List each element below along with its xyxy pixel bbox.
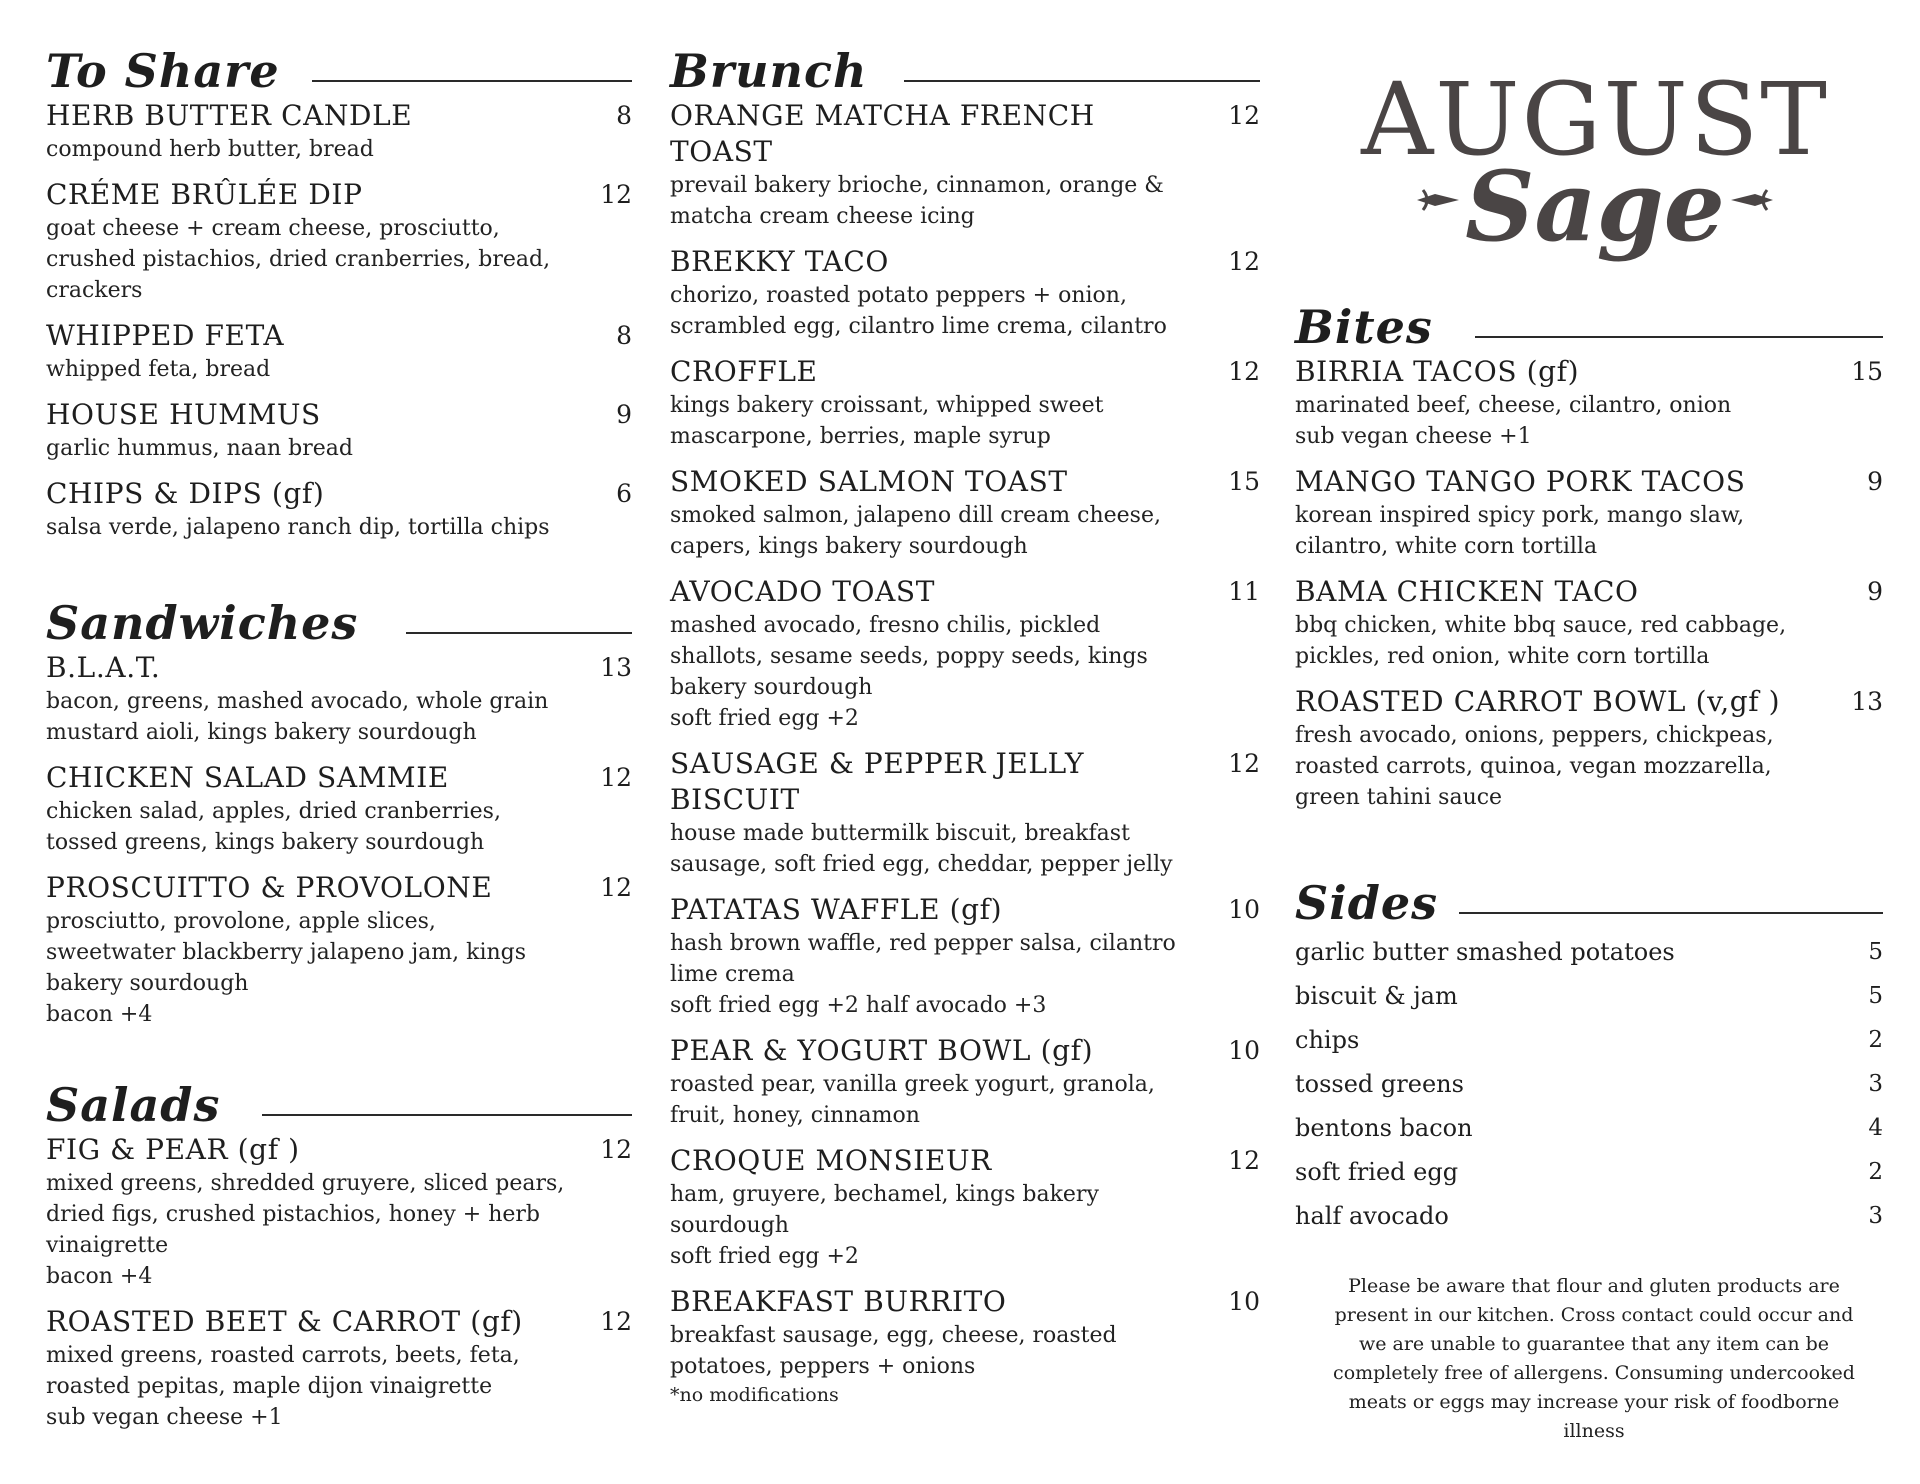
menu-item — [670, 464, 1260, 562]
side-name: chips — [1295, 1026, 1360, 1054]
menu-item — [46, 397, 632, 464]
menu-item — [1295, 464, 1883, 562]
item-description: bakery sourdough — [670, 675, 873, 700]
item-description: pickles, red onion, white corn tortilla — [1295, 644, 1710, 669]
item-price: 12 — [1228, 1146, 1260, 1175]
item-description: fruit, honey, cinnamon — [670, 1103, 920, 1128]
item-description: lime crema — [670, 962, 795, 987]
logo-wordmark-top: AUGUST — [1361, 61, 1829, 178]
item-name: MANGO TANGO PORK TACOS — [1295, 465, 1746, 498]
item-name: B.L.A.T. — [46, 651, 161, 684]
item-description: prosciutto, provolone, apple slices, — [46, 909, 436, 934]
section-header — [46, 1078, 632, 1132]
section-divider — [904, 80, 1260, 82]
item-description: crackers — [46, 278, 143, 303]
item-price: 9 — [1867, 467, 1883, 496]
section-salads — [46, 1078, 632, 1433]
item-addon: soft fried egg +2 — [670, 706, 859, 731]
menu-item — [1295, 574, 1883, 672]
item-addon: sub vegan cheese +1 — [1295, 424, 1532, 449]
section-divider — [262, 1114, 632, 1116]
side-price: 2 — [1868, 1159, 1883, 1185]
disclaimer-line: present in our kitchen. Cross contact could occur and — [1334, 1304, 1854, 1326]
section-title: Sides — [1295, 876, 1439, 930]
item-price: 12 — [1228, 749, 1260, 778]
item-price: 6 — [616, 479, 632, 508]
item-price: 10 — [1228, 1287, 1260, 1316]
item-name: ROASTED BEET & CARROT (gf) — [46, 1305, 523, 1338]
menu-item — [46, 318, 632, 385]
item-description: roasted pepitas, maple dijon vinaigrette — [46, 1374, 493, 1399]
item-name: CROQUE MONSIEUR — [670, 1144, 992, 1177]
section-title: Sandwiches — [46, 596, 359, 650]
menu-item — [46, 1304, 632, 1433]
side-item — [1295, 1018, 1883, 1062]
side-name: garlic butter smashed potatoes — [1295, 938, 1675, 966]
item-price: 12 — [600, 1307, 632, 1336]
section-header — [1295, 876, 1883, 930]
item-description: sweetwater blackberry jalapeno jam, kings — [46, 940, 527, 965]
item-name: PROSCUITTO & PROVOLONE — [46, 871, 493, 904]
side-price: 2 — [1868, 1027, 1883, 1053]
item-description: roasted carrots, quinoa, vegan mozzarella, — [1295, 754, 1772, 779]
item-name: FIG & PEAR (gf ) — [46, 1133, 300, 1166]
side-name: biscuit & jam — [1295, 982, 1458, 1010]
item-price: 12 — [600, 180, 632, 209]
item-name: CHIPS & DIPS (gf) — [46, 477, 325, 510]
item-price: 9 — [1867, 577, 1883, 606]
side-item — [1295, 1106, 1883, 1150]
section-header — [46, 44, 632, 98]
side-price: 5 — [1868, 983, 1883, 1009]
side-price: 3 — [1868, 1071, 1883, 1097]
menu-item — [670, 1143, 1260, 1272]
item-description: bakery sourdough — [46, 971, 249, 996]
section-title: Brunch — [670, 44, 868, 98]
side-item — [1295, 930, 1883, 974]
side-name: tossed greens — [1295, 1070, 1464, 1098]
item-price: 12 — [600, 1135, 632, 1164]
section-sides — [1295, 876, 1883, 1238]
flourish-left-icon — [1415, 182, 1461, 218]
item-addon: sub vegan cheese +1 — [46, 1405, 283, 1430]
item-description: sourdough — [670, 1213, 789, 1238]
side-name: bentons bacon — [1295, 1114, 1473, 1142]
item-description: bacon, greens, mashed avocado, whole grain — [46, 689, 549, 714]
section-divider — [1475, 336, 1883, 338]
menu-item — [46, 1132, 632, 1292]
item-description: whipped feta, bread — [46, 357, 271, 382]
item-price: 13 — [600, 653, 632, 682]
item-name: BIRRIA TACOS (gf) — [1295, 355, 1580, 388]
item-name: PEAR & YOGURT BOWL (gf) — [670, 1034, 1094, 1067]
section-header — [46, 596, 632, 650]
section-divider — [406, 632, 632, 634]
item-name: PATATAS WAFFLE (gf) — [670, 893, 1003, 926]
menu-item — [46, 476, 632, 543]
item-description: roasted pear, vanilla greek yogurt, granola, — [670, 1072, 1155, 1097]
item-description: goat cheese + cream cheese, prosciutto, — [46, 216, 500, 241]
item-description: marinated beef, cheese, cilantro, onion — [1295, 393, 1732, 418]
item-name: BREKKY TACO — [670, 245, 889, 278]
menu-item — [670, 98, 1260, 232]
item-description: mascarpone, berries, maple syrup — [670, 424, 1051, 449]
item-name: BREAKFAST BURRITO — [670, 1285, 1007, 1318]
menu-item — [46, 98, 632, 165]
item-name: CRÉME BRÛLÉE DIP — [46, 178, 363, 211]
item-description: matcha cream cheese icing — [670, 204, 975, 229]
menu-item — [1295, 354, 1883, 452]
item-price: 10 — [1228, 1036, 1260, 1065]
item-name: SMOKED SALMON TOAST — [670, 465, 1068, 498]
menu-item — [46, 177, 632, 306]
item-description: bbq chicken, white bbq sauce, red cabbage, — [1295, 613, 1787, 638]
logo-wordmark-script: Sage — [1465, 150, 1725, 263]
item-description: tossed greens, kings bakery sourdough — [46, 830, 485, 855]
item-price: 12 — [600, 873, 632, 902]
side-item — [1295, 1150, 1883, 1194]
item-price: 15 — [1228, 467, 1260, 496]
item-description: hash brown waffle, red pepper salsa, cilantro — [670, 931, 1176, 956]
item-description: scrambled egg, cilantro lime crema, cilantro — [670, 314, 1167, 339]
menu-item — [46, 650, 632, 748]
side-item — [1295, 1194, 1883, 1238]
disclaimer-line: completely free of allergens. Consuming undercooked — [1333, 1362, 1855, 1384]
item-addon: soft fried egg +2 half avocado +3 — [670, 993, 1047, 1018]
item-name: SAUSAGE & PEPPER JELLY BISCUIT — [670, 747, 1085, 816]
item-price: 8 — [616, 101, 632, 130]
item-description: sausage, soft fried egg, cheddar, pepper jelly — [670, 852, 1173, 877]
item-description: prevail bakery brioche, cinnamon, orange & — [670, 173, 1164, 198]
section-title: Bites — [1295, 300, 1433, 354]
item-description: mashed avocado, fresno chilis, pickled — [670, 613, 1101, 638]
side-name: half avocado — [1295, 1202, 1449, 1230]
allergen-disclaimer — [1305, 1272, 1883, 1446]
section-divider — [1459, 912, 1883, 914]
item-description: korean inspired spicy pork, mango slaw, — [1295, 503, 1745, 528]
item-description: kings bakery croissant, whipped sweet — [670, 393, 1104, 418]
menu-item — [670, 244, 1260, 342]
item-description: shallots, sesame seeds, poppy seeds, kings — [670, 644, 1148, 669]
item-description: mixed greens, shredded gruyere, sliced pears, — [46, 1171, 565, 1196]
item-price: 13 — [1851, 687, 1883, 716]
item-price: 11 — [1228, 577, 1260, 606]
item-price: 12 — [1228, 101, 1260, 130]
disclaimer-line: we are unable to guarantee that any item can be — [1358, 1333, 1830, 1355]
section-title: To Share — [46, 44, 280, 98]
item-name: ORANGE MATCHA FRENCH TOAST — [670, 99, 1095, 168]
section-bites — [1295, 300, 1883, 813]
item-description: smoked salmon, jalapeno dill cream cheese, — [670, 503, 1161, 528]
item-addon: bacon +4 — [46, 1002, 153, 1027]
section-sandwiches — [46, 596, 632, 1030]
item-price: 9 — [616, 400, 632, 429]
side-price: 5 — [1868, 939, 1883, 965]
item-name: WHIPPED FETA — [46, 319, 285, 352]
item-description: potatoes, peppers + onions — [670, 1354, 976, 1379]
item-addon: soft fried egg +2 — [670, 1244, 859, 1269]
item-name: CROFFLE — [670, 355, 818, 388]
item-description: mustard aioli, kings bakery sourdough — [46, 720, 477, 745]
menu-item — [670, 892, 1260, 1021]
side-price: 3 — [1868, 1203, 1883, 1229]
disclaimer-line: meats or eggs may increase your risk of foodborne — [1348, 1391, 1840, 1413]
side-item — [1295, 1062, 1883, 1106]
item-description: chicken salad, apples, dried cranberries, — [46, 799, 501, 824]
item-description: breakfast sausage, egg, cheese, roasted — [670, 1323, 1117, 1348]
item-note: *no modifications — [670, 1384, 839, 1406]
section-header — [670, 44, 1260, 98]
menu-item — [670, 1284, 1260, 1409]
menu-item — [670, 1033, 1260, 1131]
item-description: fresh avocado, onions, peppers, chickpeas, — [1295, 723, 1774, 748]
item-name: AVOCADO TOAST — [670, 575, 935, 608]
section-header — [1295, 300, 1883, 354]
item-name: HERB BUTTER CANDLE — [46, 99, 413, 132]
item-name: CHICKEN SALAD SAMMIE — [46, 761, 449, 794]
side-price: 4 — [1868, 1115, 1883, 1141]
section-to-share — [46, 44, 632, 543]
item-price: 12 — [600, 763, 632, 792]
section-title: Salads — [46, 1078, 221, 1132]
menu-item — [670, 574, 1260, 734]
item-description: garlic hummus, naan bread — [46, 436, 353, 461]
side-name: soft fried egg — [1295, 1158, 1459, 1186]
item-description: capers, kings bakery sourdough — [670, 534, 1028, 559]
item-description: chorizo, roasted potato peppers + onion, — [670, 283, 1127, 308]
menu-item — [46, 760, 632, 858]
item-price: 15 — [1851, 357, 1883, 386]
section-brunch — [670, 44, 1260, 1409]
item-price: 10 — [1228, 895, 1260, 924]
item-description: house made buttermilk biscuit, breakfast — [670, 821, 1130, 846]
menu-item — [1295, 684, 1883, 813]
flourish-right-icon — [1729, 182, 1775, 218]
menu-item — [670, 746, 1260, 880]
item-description: cilantro, white corn tortilla — [1295, 534, 1598, 559]
item-description: salsa verde, jalapeno ranch dip, tortilla chips — [46, 515, 550, 540]
item-name: HOUSE HUMMUS — [46, 398, 321, 431]
item-description: compound herb butter, bread — [46, 137, 374, 162]
side-item — [1295, 974, 1883, 1018]
item-price: 8 — [616, 321, 632, 350]
disclaimer-line: Please be aware that flour and gluten products are — [1348, 1275, 1840, 1297]
item-description: vinaigrette — [46, 1233, 169, 1258]
item-price: 12 — [1228, 357, 1260, 386]
item-name: BAMA CHICKEN TACO — [1295, 575, 1639, 608]
item-price: 12 — [1228, 247, 1260, 276]
item-description: ham, gruyere, bechamel, kings bakery — [670, 1182, 1099, 1207]
item-description: dried figs, crushed pistachios, honey + herb — [46, 1202, 540, 1227]
disclaimer-line: illness — [1563, 1420, 1625, 1442]
menu-item — [46, 870, 632, 1030]
section-divider — [312, 80, 632, 82]
item-description: green tahini sauce — [1295, 785, 1503, 810]
item-description: crushed pistachios, dried cranberries, bread, — [46, 247, 551, 272]
brand-logo — [1345, 61, 1845, 270]
item-addon: bacon +4 — [46, 1264, 153, 1289]
menu-item — [670, 354, 1260, 452]
item-description: mixed greens, roasted carrots, beets, feta, — [46, 1343, 520, 1368]
item-name: ROASTED CARROT BOWL (v,gf ) — [1295, 685, 1781, 718]
